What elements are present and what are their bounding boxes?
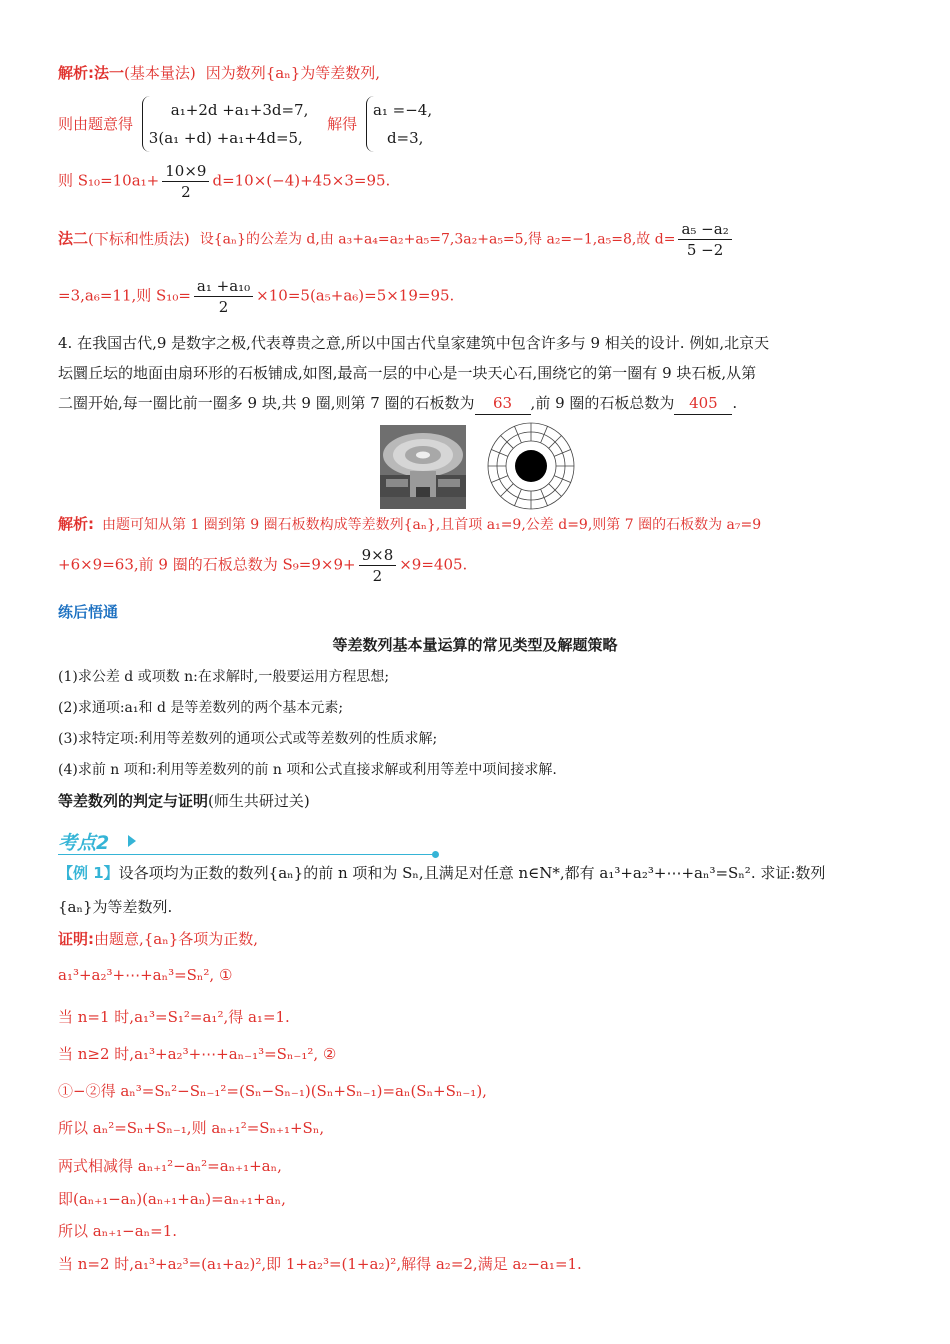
stone-ring-diagram bbox=[486, 421, 576, 511]
proof-line-1 bbox=[58, 928, 258, 950]
system2-row2: d=3, bbox=[386, 129, 424, 147]
topic2-title: 等差数列的判定与证明 bbox=[58, 792, 209, 810]
summary-item: (2)求通项:a₁和 d 是等差数列的两个基本元素; bbox=[58, 700, 344, 716]
method1-name: (基本量法) bbox=[124, 64, 196, 82]
fraction-10x9-over-2 bbox=[162, 161, 209, 202]
problem4-line2: 坛圜丘坛的地面由扇环形的石板铺成,如图,最高一层的中心是一块天心石,围绕它的第一圈有 9 块石板,从第 bbox=[58, 364, 757, 382]
fraction-9x8-over-2 bbox=[359, 545, 397, 586]
analysis4-text: 由题可知从第 1 圈到第 9 圈石板数构成等差数列{aₙ},且首项 a₁=9,公差 d=9,则第 7 圈的石板数为 a₇=9 bbox=[102, 517, 762, 533]
system-prefix: 则由题意得 bbox=[58, 115, 134, 133]
summary-item: (3)求特定项:利用等差数列的通项公式或等差数列的性质求解; bbox=[58, 731, 438, 747]
proof-line-6: 所以 aₙ²=Sₙ+Sₙ₋₁,则 aₙ₊₁²=Sₙ₊₁+Sₙ, bbox=[58, 1119, 325, 1137]
fraction-den: 2 bbox=[181, 183, 191, 201]
equation-system-2 bbox=[366, 96, 432, 152]
section-title: 练后悟通 bbox=[58, 603, 119, 621]
analysis4-suffix: ×9=405. bbox=[399, 555, 468, 574]
fraction-d bbox=[678, 219, 731, 260]
problem4-line3-c: . bbox=[732, 394, 738, 412]
analysis3-line4 bbox=[58, 219, 735, 260]
summary-item: (1)求公差 d 或项数 n:在求解时,一般要运用方程思想; bbox=[58, 669, 390, 685]
proof-text: 由题意,{aₙ}各项为正数, bbox=[94, 930, 259, 948]
problem4-line3-b: ,前 9 圈的石板总数为 bbox=[530, 394, 675, 412]
analysis3-line3 bbox=[58, 161, 390, 202]
system2-row1: a₁ =−4, bbox=[372, 101, 433, 119]
s10-suffix: d=10×(−4)+45×3=95. bbox=[212, 171, 391, 190]
problem4-line1: 4. 在我国古代,9 是数字之极,代表尊贵之意,所以中国古代皇家建筑中包含许多与 9 相关的设计. 例如,北京天 bbox=[58, 334, 770, 352]
method2-name: (下标和性质法) bbox=[88, 229, 190, 248]
answer-blank-2: 405 bbox=[674, 392, 732, 415]
analysis3-line2 bbox=[58, 96, 436, 152]
proof-line-9: 所以 aₙ₊₁−aₙ=1. bbox=[58, 1222, 178, 1240]
proof-line-4: 当 n≥2 时,a₁³+a₂³+⋯+aₙ₋₁³=Sₙ₋₁², ② bbox=[58, 1045, 337, 1063]
analysis-label: 解析: bbox=[58, 515, 94, 533]
summary-center-title: 等差数列基本量运算的常见类型及解题策略 bbox=[332, 636, 618, 654]
analysis4-line2 bbox=[58, 545, 467, 586]
answer-blank-1: 63 bbox=[475, 392, 531, 415]
example1-line1 bbox=[58, 862, 825, 884]
proof-label: 证明: bbox=[58, 930, 94, 948]
system1-row2: 3(a₁ +d) +a₁+4d=5, bbox=[148, 129, 303, 147]
fraction-den: 2 bbox=[372, 567, 383, 585]
kaodian-dot bbox=[432, 851, 439, 858]
analysis-label: 解析: bbox=[58, 64, 94, 82]
solve-label: 解得 bbox=[327, 115, 358, 133]
analysis3-line1 bbox=[58, 62, 380, 84]
fraction-num: a₅ −a₂ bbox=[678, 219, 731, 240]
line5-prefix: =3,a₆=11,则 S₁₀= bbox=[58, 286, 191, 305]
summary-item: (4)求前 n 项和:利用等差数列的前 n 项和公式直接求解或利用等差中项间接求解. bbox=[58, 762, 557, 778]
analysis4-line1 bbox=[58, 513, 761, 536]
kaodian-rule bbox=[58, 854, 436, 855]
analysis4-prefix: +6×9=63,前 9 圈的石板总数为 S₉=9×9+ bbox=[58, 555, 356, 574]
proof-line-2: a₁³+a₂³+⋯+aₙ³=Sₙ², ① bbox=[58, 966, 233, 984]
fraction-den: 2 bbox=[218, 298, 229, 316]
problem4-line3 bbox=[58, 392, 737, 415]
kaodian-label: 考点2 bbox=[58, 832, 110, 854]
system1-row1: a₁+2d +a₁+3d=7, bbox=[170, 101, 309, 119]
proof-line-3: 当 n=1 时,a₁³=S₁²=a₁²,得 a₁=1. bbox=[58, 1008, 290, 1026]
fraction-num: 10×9 bbox=[162, 161, 209, 182]
topic2-subtitle: (师生共研过关) bbox=[208, 792, 310, 810]
proof-line-8: 即(aₙ₊₁−aₙ)(aₙ₊₁+aₙ)=aₙ₊₁+aₙ, bbox=[58, 1190, 286, 1208]
s10-prefix: 则 S₁₀=10a₁+ bbox=[58, 171, 160, 190]
proof-line-7: 两式相减得 aₙ₊₁²−aₙ²=aₙ₊₁+aₙ, bbox=[58, 1157, 282, 1175]
line5-suffix: ×10=5(a₅+a₆)=5×19=95. bbox=[256, 286, 455, 305]
example1-text: 设各项均为正数的数列{aₙ}的前 n 项和为 Sₙ,且满足对任意 n∈N*,都有 a₁³+a₂³+⋯+aₙ³=Sₙ². 求证:数列 bbox=[118, 864, 826, 882]
example-label: 【例 1】 bbox=[58, 864, 119, 882]
method1-label: 法一 bbox=[94, 64, 125, 82]
fraction-num: a₁ +a₁₀ bbox=[194, 276, 253, 297]
proof-line-10: 当 n=2 时,a₁³+a₂³=(a₁+a₂)²,即 1+a₂³=(1+a₂)²,解得 a₂=2,满足 a₂−a₁=1. bbox=[58, 1255, 582, 1273]
temple-photo bbox=[380, 425, 466, 509]
equation-system-1 bbox=[142, 96, 309, 152]
fraction-s10 bbox=[194, 276, 253, 317]
method1-text: 因为数列{aₙ}为等差数列, bbox=[205, 64, 381, 82]
fraction-den: 5 −2 bbox=[686, 241, 724, 259]
topic2-heading bbox=[58, 790, 310, 812]
analysis3-line5 bbox=[58, 276, 454, 317]
kaodian-banner bbox=[58, 828, 440, 856]
method2-label: 法二 bbox=[58, 229, 89, 248]
method2-text: 设{aₙ}的公差为 d,由 a₃+a₄=a₂+a₅=7,3a₂+a₅=5,得 a₂=−1,a₅=8,故 d= bbox=[199, 231, 676, 248]
problem4-line3-a: 二圈开始,每一圈比前一圈多 9 块,共 9 圈,则第 7 圈的石板数为 bbox=[58, 394, 475, 412]
proof-line-5: ①−②得 aₙ³=Sₙ²−Sₙ₋₁²=(Sₙ−Sₙ₋₁)(Sₙ+Sₙ₋₁)=aₙ(Sₙ+Sₙ₋₁), bbox=[58, 1082, 487, 1100]
example1-line2: {aₙ}为等差数列. bbox=[58, 898, 173, 916]
triangle-right-icon bbox=[128, 835, 136, 847]
fraction-num: 9×8 bbox=[359, 545, 397, 566]
